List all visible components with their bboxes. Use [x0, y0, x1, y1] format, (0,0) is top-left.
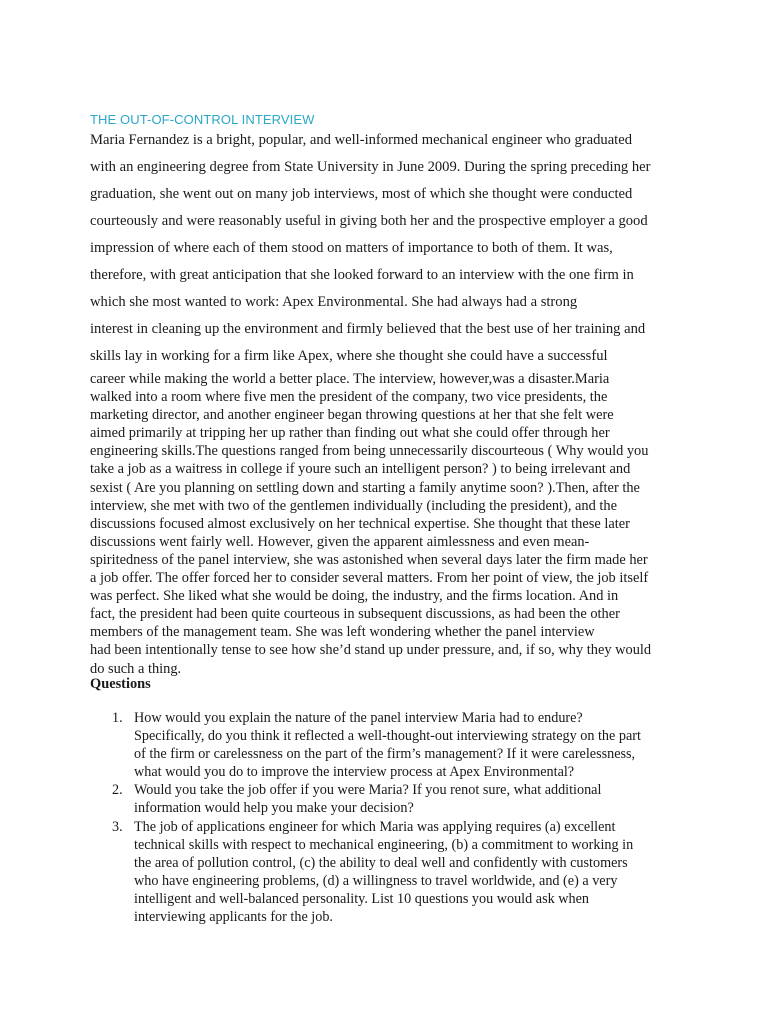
question-item	[90, 818, 690, 927]
document-title: THE OUT-OF-CONTROL INTERVIEW	[90, 112, 315, 127]
paragraph-line: do such a thing.	[90, 660, 182, 677]
paragraph-line: marketing director, and another engineer began throwing questions at her that she felt were	[90, 407, 614, 424]
paragraph-line: sexist ( Are you planning on settling down and starting a family anytime soon? ).Then, after the	[90, 479, 640, 496]
paragraph-line: interest in cleaning up the environment and firmly believed that the best use of her training and	[90, 321, 646, 337]
question-line: of the firm or carelessness on the part of the firm’s management? If it were carelessness,	[134, 746, 636, 763]
question-number: 2.	[112, 782, 123, 799]
paragraph-line: skills lay in working for a firm like Apex, where she thought she could have a successful	[90, 348, 608, 364]
body-paragraph-dense	[90, 370, 690, 678]
question-number: 1.	[112, 710, 123, 726]
question-line: what would you do to improve the interview process at Apex Environmental?	[134, 764, 575, 781]
paragraph-line: with an engineering degree from State University in June 2009. During the spring preceding her	[90, 159, 651, 175]
paragraph-line: interview, she met with two of the gentlemen individually (including the president), and the	[90, 497, 617, 514]
question-item	[90, 709, 690, 781]
body-paragraph-spaced	[90, 127, 690, 370]
question-line: the area of pollution control, (c) the ability to deal well and confidently with customers	[134, 854, 628, 871]
question-line: information would help you make your decision?	[134, 800, 414, 817]
question-line: who have engineering problems, (d) a willingness to travel worldwide, and (e) a very	[134, 872, 618, 889]
paragraph-line: career while making the world a better place. The interview, however,was a disaster.Maria	[90, 371, 610, 387]
paragraph-line: which she most wanted to work: Apex Environmental. She had always had a strong	[90, 294, 578, 310]
question-line: intelligent and well-balanced personality. List 10 questions you would ask when	[134, 890, 589, 907]
paragraph-line: a job offer. The offer forced her to consider several matters. From her point of view, the job itself	[90, 570, 649, 587]
paragraph-line: discussions focused almost exclusively on her technical expertise. She thought that these later	[90, 515, 630, 532]
question-line: The job of applications engineer for which Maria was applying requires (a) excellent	[134, 818, 616, 835]
paragraph-line: fact, the president had been quite courteous in subsequent discussions, as had been the other	[90, 606, 620, 623]
question-item	[90, 781, 690, 817]
paragraph-line: impression of where each of them stood on matters of importance to both of them. It was,	[90, 240, 613, 256]
question-line: technical skills with respect to mechanical engineering, (b) a commitment to working in	[134, 836, 634, 853]
questions-list	[90, 709, 690, 926]
paragraph-line: engineering skills.The questions ranged from being unnecessarily discourteous ( Why would you	[90, 443, 649, 460]
paragraph-line: walked into a room where five men the president of the company, two vice presidents, the	[90, 389, 608, 406]
paragraph-line: take a job as a waitress in college if youre such an intelligent person? ) to being irrelevant and	[90, 461, 631, 478]
question-line: Would you take the job offer if you were Maria? If you renot sure, what additional	[134, 782, 602, 799]
paragraph-line: courteously and were reasonably useful in giving both her and the prospective employer a good	[90, 213, 648, 229]
paragraph-line: graduation, she went out on many job interviews, most of which she thought were conducted	[90, 186, 633, 202]
questions-heading: Questions	[90, 676, 151, 692]
paragraph-line: spiritedness of the panel interview, she was astonished when several days later the firm made her	[90, 551, 648, 568]
paragraph-line: members of the management team. She was left wondering whether the panel interview	[90, 624, 595, 641]
paragraph-line: Maria Fernandez is a bright, popular, and well-informed mechanical engineer who graduated	[90, 132, 633, 148]
paragraph-line: had been intentionally tense to see how she’d stand up under pressure, and, if so, why they would	[90, 642, 652, 659]
paragraph-line: was perfect. She liked what she would be doing, the industry, and the firms location. And in	[90, 588, 619, 605]
paragraph-line: discussions went fairly well. However, given the apparent aimlessness and even mean-	[90, 533, 590, 550]
question-line: How would you explain the nature of the panel interview Maria had to endure?	[134, 710, 583, 726]
paragraph-line: therefore, with great anticipation that she looked forward to an interview with the one firm in	[90, 267, 634, 283]
question-line: interviewing applicants for the job.	[134, 909, 333, 926]
paragraph-line: aimed primarily at tripping her up rather than finding out what she could offer through her	[90, 425, 610, 442]
question-number: 3.	[112, 818, 123, 835]
question-line: Specifically, do you think it reflected a well-thought-out interviewing strategy on the part	[134, 728, 641, 745]
